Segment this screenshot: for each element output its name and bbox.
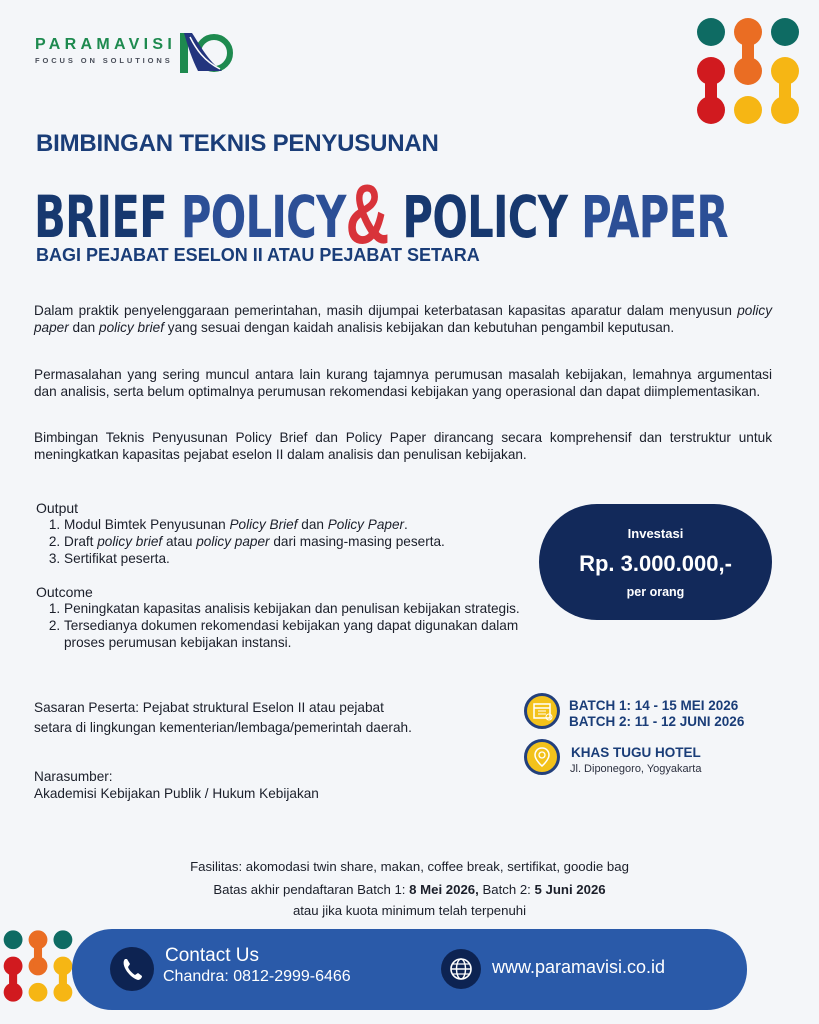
facilities: Fasilitas: akomodasi twin share, makan, coffee break, sertifikat, goodie bag	[190, 859, 629, 874]
target-line-2: setara di lingkungan kementerian/lembaga/pemerintah daerah.	[34, 720, 412, 735]
speaker-label: Narasumber:	[34, 769, 113, 784]
decorative-dots-small-icon	[3, 928, 73, 1004]
logo-brand: PARAMAVISI	[35, 36, 177, 53]
contact-heading: Contact Us	[165, 945, 259, 966]
text-italic: policy brief	[99, 319, 164, 335]
deadline-batch-1: 8 Mei 2026,	[409, 882, 479, 897]
dot-group	[697, 18, 799, 124]
text: Dalam praktik penyelenggaraan pemerintahan, masih dijumpai keterbatasan kapasitas aparatur dalam menyusun	[34, 303, 738, 318]
intro-paragraph-1	[34, 303, 772, 336]
text-italic: policy brief	[97, 534, 163, 549]
output-list	[36, 516, 526, 567]
deliverables-section	[36, 500, 526, 651]
decorative-dots-icon	[696, 15, 800, 127]
price-amount: Rp. 3.000.000,-	[579, 551, 732, 576]
intro-paragraph-2: Permasalahan yang sering muncul antara lain kurang tajamnya perumusan masalah kebijakan, lemahnya argumentasi dan analisis, serta belum optimalnya perumusan rekomendasi kebijakan yang operasional dan dapat diimplementasikan.	[34, 367, 772, 399]
target-line-1: Sasaran Peserta: Pejabat struktural Eselon II atau pejabat	[34, 700, 384, 715]
text-italic: policy paper	[34, 303, 772, 335]
contact-phone[interactable]: Chandra: 0812-2999-6466	[163, 968, 351, 985]
audience-title: BAGI PEJABAT ESELON II ATAU PEJABAT SETARA	[36, 245, 480, 265]
output-item: 3. Sertifikat peserta.	[64, 550, 526, 567]
text: Modul Bimtek Penyusunan	[64, 517, 230, 532]
text: dan	[68, 319, 100, 335]
outcome-item: 1. Peningkatan kapasitas analisis kebijakan dan penulisan kebijakan strategis.	[64, 600, 526, 617]
logo-mark-icon	[178, 31, 234, 75]
batch-1: BATCH 1: 14 - 15 MEI 2026	[569, 698, 739, 713]
location-pin-icon	[524, 739, 560, 775]
speaker	[34, 768, 319, 802]
price-badge	[539, 504, 772, 620]
title-policy-2: POLICY	[402, 183, 568, 251]
outcome-list	[36, 600, 526, 651]
text: .	[404, 517, 408, 532]
subtitle: BIMBINGAN TEKNIS PENYUSUNAN	[36, 130, 439, 157]
venue-name: KHAS TUGU HOTEL	[571, 745, 701, 760]
text: Batch 2:	[478, 882, 535, 897]
text-italic: Policy Paper	[327, 517, 405, 532]
target-participants	[34, 698, 504, 738]
price-label: Investasi	[627, 526, 684, 541]
schedule	[569, 698, 744, 730]
registration-deadline	[0, 882, 819, 897]
logo-tagline: FOCUS ON SOLUTIONS	[35, 56, 173, 65]
calendar-icon	[524, 693, 560, 729]
title-ampersand: &	[345, 167, 389, 261]
output-item	[64, 533, 526, 550]
outcome-heading: Outcome	[36, 584, 93, 600]
text-italic: policy paper	[196, 534, 270, 549]
text: Batas akhir pendaftaran Batch 1:	[213, 882, 410, 897]
phone-icon[interactable]	[110, 947, 154, 991]
deadline-batch-2: 5 Juni 2026	[534, 882, 606, 897]
price-unit: per orang	[626, 585, 685, 599]
website-link[interactable]: www.paramavisi.co.id	[492, 957, 666, 977]
text: atau	[162, 534, 197, 549]
batch-2: BATCH 2: 11 - 12 JUNI 2026	[569, 714, 745, 729]
speaker-value: Akademisi Kebijakan Publik / Hukum Kebijakan	[34, 786, 319, 801]
venue-address: Jl. Diponegoro, Yogyakarta	[570, 763, 702, 775]
title-paper: PAPER	[581, 183, 728, 251]
globe-icon[interactable]	[441, 949, 481, 989]
title-policy-1: POLICY	[180, 183, 346, 251]
output-item	[64, 516, 526, 533]
text: dan	[297, 517, 328, 532]
outcome-item: 2. Tersedianya dokumen rekomendasi kebijakan yang dapat digunakan dalam proses perumusan kebijakan instansi.	[64, 617, 526, 651]
quota-note: atau jika kuota minimum telah terpenuhi	[292, 903, 527, 918]
text-italic: Policy Brief	[229, 517, 298, 532]
text: dari masing-masing peserta.	[269, 534, 445, 549]
intro-paragraph-3: Bimbingan Teknis Penyusunan Policy Brief dan Policy Paper dirancang secara komprehensif dan terstruktur untuk meningkatkan kapasitas pejabat eselon II dalam analisis dan penulisan kebijakan.	[34, 430, 772, 462]
text: yang sesuai dengan kaidah analisis kebijakan dan kebutuhan pengambil keputusan.	[164, 319, 675, 335]
text: Draft	[64, 534, 98, 549]
output-heading: Output	[36, 500, 79, 516]
title-brief: BRIEF	[34, 183, 167, 251]
